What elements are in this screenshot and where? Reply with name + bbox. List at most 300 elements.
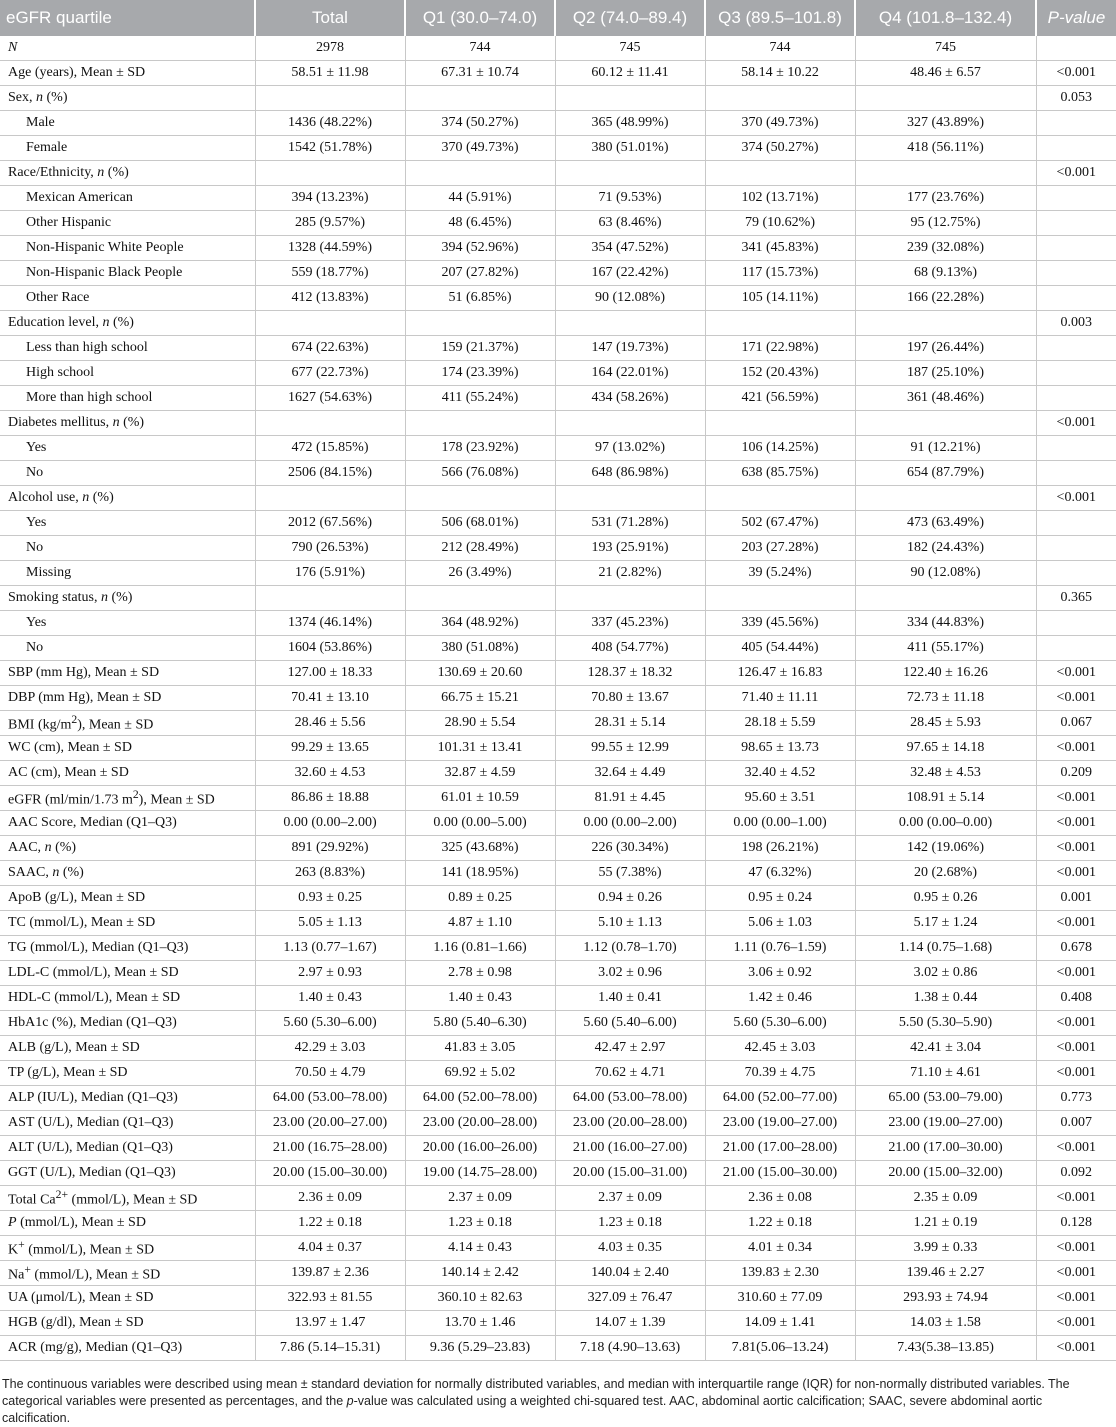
value-cell: 334 (44.83%) (855, 611, 1036, 636)
value-cell: 177 (23.76%) (855, 186, 1036, 211)
value-cell: 70.50 ± 4.79 (255, 1061, 405, 1086)
p-value-cell: <0.001 (1036, 811, 1116, 836)
value-cell: 325 (43.68%) (405, 836, 555, 861)
value-cell (255, 86, 405, 111)
value-cell: 105 (14.11%) (705, 286, 855, 311)
row-label: TG (mmol/L), Median (Q1–Q3) (0, 936, 255, 961)
value-cell: 14.07 ± 1.39 (555, 1311, 705, 1336)
table-row (0, 936, 1116, 961)
value-cell: 127.00 ± 18.33 (255, 661, 405, 686)
row-label: N (0, 36, 255, 61)
p-value-cell: <0.001 (1036, 1311, 1116, 1336)
value-cell: 23.00 (20.00–28.00) (405, 1111, 555, 1136)
value-cell (705, 86, 855, 111)
value-cell: 28.31 ± 5.14 (555, 711, 705, 736)
row-label: Race/Ethnicity, n (%) (0, 161, 255, 186)
row-label: Non-Hispanic White People (0, 236, 255, 261)
value-cell: 128.37 ± 18.32 (555, 661, 705, 686)
table-row (0, 411, 1116, 436)
value-cell: 147 (19.73%) (555, 336, 705, 361)
value-cell: 566 (76.08%) (405, 461, 555, 486)
value-cell: 745 (855, 36, 1036, 61)
value-cell: 139.83 ± 2.30 (705, 1261, 855, 1286)
p-value-cell (1036, 386, 1116, 411)
table-row (0, 661, 1116, 686)
value-cell: 32.48 ± 4.53 (855, 761, 1036, 786)
table-row (0, 1136, 1116, 1161)
value-cell: 32.64 ± 4.49 (555, 761, 705, 786)
value-cell: 374 (50.27%) (405, 111, 555, 136)
value-cell (555, 161, 705, 186)
row-label: No (0, 636, 255, 661)
table-row (0, 286, 1116, 311)
value-cell: 322.93 ± 81.55 (255, 1286, 405, 1311)
value-cell: 1627 (54.63%) (255, 386, 405, 411)
value-cell: 1.38 ± 0.44 (855, 986, 1036, 1011)
value-cell: 66.75 ± 15.21 (405, 686, 555, 711)
value-cell: 2.97 ± 0.93 (255, 961, 405, 986)
header-egfr-quartile: eGFR quartile (0, 0, 255, 36)
value-cell: 13.97 ± 1.47 (255, 1311, 405, 1336)
value-cell: 5.50 (5.30–5.90) (855, 1011, 1036, 1036)
value-cell: 193 (25.91%) (555, 536, 705, 561)
value-cell: 1.23 ± 0.18 (405, 1211, 555, 1236)
value-cell (405, 486, 555, 511)
value-cell: 285 (9.57%) (255, 211, 405, 236)
value-cell: 48 (6.45%) (405, 211, 555, 236)
p-value-cell: <0.001 (1036, 736, 1116, 761)
p-value-cell: <0.001 (1036, 1286, 1116, 1311)
value-cell: 226 (30.34%) (555, 836, 705, 861)
value-cell: 21.00 (16.00–27.00) (555, 1136, 705, 1161)
row-label: Other Hispanic (0, 211, 255, 236)
value-cell: 130.69 ± 20.60 (405, 661, 555, 686)
value-cell: 13.70 ± 1.46 (405, 1311, 555, 1336)
value-cell: 20.00 (15.00–32.00) (855, 1161, 1036, 1186)
table-row (0, 211, 1116, 236)
table-row (0, 511, 1116, 536)
value-cell: 891 (29.92%) (255, 836, 405, 861)
value-cell: 7.43(5.38–13.85) (855, 1336, 1036, 1361)
p-value-cell: <0.001 (1036, 411, 1116, 436)
value-cell: 42.45 ± 3.03 (705, 1036, 855, 1061)
value-cell: 48.46 ± 6.57 (855, 61, 1036, 86)
p-value-cell: 0.092 (1036, 1161, 1116, 1186)
value-cell: 4.87 ± 1.10 (405, 911, 555, 936)
value-cell: 2506 (84.15%) (255, 461, 405, 486)
table-row (0, 136, 1116, 161)
value-cell: 4.14 ± 0.43 (405, 1236, 555, 1261)
value-cell: 744 (705, 36, 855, 61)
value-cell: 1.40 ± 0.43 (255, 986, 405, 1011)
value-cell: 674 (22.63%) (255, 336, 405, 361)
value-cell: 4.03 ± 0.35 (555, 1236, 705, 1261)
value-cell (855, 86, 1036, 111)
value-cell: 502 (67.47%) (705, 511, 855, 536)
row-label: Diabetes mellitus, n (%) (0, 411, 255, 436)
value-cell: 28.46 ± 5.56 (255, 711, 405, 736)
row-label: AAC, n (%) (0, 836, 255, 861)
value-cell: 337 (45.23%) (555, 611, 705, 636)
value-cell: 86.86 ± 18.88 (255, 786, 405, 811)
value-cell: 1.11 (0.76–1.59) (705, 936, 855, 961)
p-value-cell: <0.001 (1036, 1336, 1116, 1361)
row-label: No (0, 461, 255, 486)
value-cell: 197 (26.44%) (855, 336, 1036, 361)
table-row (0, 461, 1116, 486)
value-cell: 394 (52.96%) (405, 236, 555, 261)
value-cell: 140.14 ± 2.42 (405, 1261, 555, 1286)
table-row (0, 186, 1116, 211)
value-cell: 472 (15.85%) (255, 436, 405, 461)
value-cell: 2.37 ± 0.09 (405, 1186, 555, 1211)
table-row (0, 636, 1116, 661)
value-cell: 5.60 (5.30–6.00) (255, 1011, 405, 1036)
value-cell: 142 (19.06%) (855, 836, 1036, 861)
value-cell: 473 (63.49%) (855, 511, 1036, 536)
value-cell (705, 411, 855, 436)
value-cell: 21.00 (16.75–28.00) (255, 1136, 405, 1161)
value-cell: 3.02 ± 0.96 (555, 961, 705, 986)
value-cell: 370 (49.73%) (705, 111, 855, 136)
value-cell: 2.37 ± 0.09 (555, 1186, 705, 1211)
p-value-cell: <0.001 (1036, 1136, 1116, 1161)
row-label: ALT (U/L), Median (Q1–Q3) (0, 1136, 255, 1161)
value-cell: 3.06 ± 0.92 (705, 961, 855, 986)
value-cell: 1328 (44.59%) (255, 236, 405, 261)
table-row (0, 561, 1116, 586)
value-cell: 91 (12.21%) (855, 436, 1036, 461)
value-cell: 0.00 (0.00–2.00) (555, 811, 705, 836)
row-label: Yes (0, 611, 255, 636)
value-cell: 7.81(5.06–13.24) (705, 1336, 855, 1361)
value-cell (255, 486, 405, 511)
table-row (0, 61, 1116, 86)
table-row (0, 911, 1116, 936)
value-cell (555, 586, 705, 611)
value-cell: 411 (55.24%) (405, 386, 555, 411)
value-cell: 70.62 ± 4.71 (555, 1061, 705, 1086)
value-cell: 81.91 ± 4.45 (555, 786, 705, 811)
value-cell: 79 (10.62%) (705, 211, 855, 236)
value-cell: 263 (8.83%) (255, 861, 405, 886)
value-cell: 99.55 ± 12.99 (555, 736, 705, 761)
value-cell: 744 (405, 36, 555, 61)
value-cell: 68 (9.13%) (855, 261, 1036, 286)
value-cell: 101.31 ± 13.41 (405, 736, 555, 761)
p-value-cell: <0.001 (1036, 486, 1116, 511)
p-value-cell: <0.001 (1036, 161, 1116, 186)
value-cell: 5.60 (5.30–6.00) (705, 1011, 855, 1036)
p-value-cell: 0.003 (1036, 311, 1116, 336)
value-cell: 339 (45.56%) (705, 611, 855, 636)
p-value-cell (1036, 536, 1116, 561)
p-value-cell (1036, 211, 1116, 236)
value-cell: 2.36 ± 0.09 (255, 1186, 405, 1211)
value-cell: 61.01 ± 10.59 (405, 786, 555, 811)
table-row (0, 836, 1116, 861)
value-cell: 1436 (48.22%) (255, 111, 405, 136)
header-q2: Q2 (74.0–89.4) (555, 0, 705, 36)
value-cell: 365 (48.99%) (555, 111, 705, 136)
p-value-cell: <0.001 (1036, 1261, 1116, 1286)
row-label: More than high school (0, 386, 255, 411)
row-label: UA (μmol/L), Mean ± SD (0, 1286, 255, 1311)
value-cell: 71 (9.53%) (555, 186, 705, 211)
value-cell (705, 311, 855, 336)
row-label: Non-Hispanic Black People (0, 261, 255, 286)
table-row (0, 1036, 1116, 1061)
value-cell: 65.00 (53.00–79.00) (855, 1086, 1036, 1111)
table-row (0, 1186, 1116, 1211)
value-cell: 1604 (53.86%) (255, 636, 405, 661)
table-row (0, 1261, 1116, 1286)
value-cell: 506 (68.01%) (405, 511, 555, 536)
value-cell: 1.40 ± 0.43 (405, 986, 555, 1011)
p-value-cell: 0.209 (1036, 761, 1116, 786)
value-cell: 152 (20.43%) (705, 361, 855, 386)
value-cell: 106 (14.25%) (705, 436, 855, 461)
value-cell: 198 (26.21%) (705, 836, 855, 861)
value-cell: 23.00 (19.00–27.00) (855, 1111, 1036, 1136)
value-cell: 21.00 (17.00–28.00) (705, 1136, 855, 1161)
row-label: Na+ (mmol/L), Mean ± SD (0, 1261, 255, 1286)
table-row (0, 1211, 1116, 1236)
value-cell: 178 (23.92%) (405, 436, 555, 461)
value-cell: 412 (13.83%) (255, 286, 405, 311)
value-cell: 5.10 ± 1.13 (555, 911, 705, 936)
row-label: ApoB (g/L), Mean ± SD (0, 886, 255, 911)
value-cell (855, 411, 1036, 436)
table-row (0, 311, 1116, 336)
value-cell: 370 (49.73%) (405, 136, 555, 161)
value-cell: 28.18 ± 5.59 (705, 711, 855, 736)
header-p-value: P-value (1036, 0, 1116, 36)
value-cell: 97 (13.02%) (555, 436, 705, 461)
value-cell: 380 (51.08%) (405, 636, 555, 661)
p-value-cell (1036, 336, 1116, 361)
value-cell: 239 (32.08%) (855, 236, 1036, 261)
value-cell: 1.13 (0.77–1.67) (255, 936, 405, 961)
value-cell (855, 161, 1036, 186)
value-cell: 7.18 (4.90–13.63) (555, 1336, 705, 1361)
value-cell: 95 (12.75%) (855, 211, 1036, 236)
value-cell: 99.29 ± 13.65 (255, 736, 405, 761)
value-cell: 63 (8.46%) (555, 211, 705, 236)
value-cell: 126.47 ± 16.83 (705, 661, 855, 686)
table-row (0, 811, 1116, 836)
p-value-cell (1036, 636, 1116, 661)
header-q3: Q3 (89.5–101.8) (705, 0, 855, 36)
value-cell: 21 (2.82%) (555, 561, 705, 586)
table-row (0, 1086, 1116, 1111)
value-cell: 364 (48.92%) (405, 611, 555, 636)
value-cell: 42.29 ± 3.03 (255, 1036, 405, 1061)
value-cell (405, 411, 555, 436)
value-cell: 20.00 (15.00–31.00) (555, 1161, 705, 1186)
table-row (0, 761, 1116, 786)
value-cell: 0.95 ± 0.26 (855, 886, 1036, 911)
value-cell: 1.42 ± 0.46 (705, 986, 855, 1011)
p-value-cell: 0.365 (1036, 586, 1116, 611)
value-cell: 174 (23.39%) (405, 361, 555, 386)
p-value-cell: 0.001 (1036, 886, 1116, 911)
p-value-cell: 0.773 (1036, 1086, 1116, 1111)
value-cell (705, 161, 855, 186)
value-cell: 41.83 ± 3.05 (405, 1036, 555, 1061)
value-cell: 67.31 ± 10.74 (405, 61, 555, 86)
p-value-cell: 0.128 (1036, 1211, 1116, 1236)
value-cell (255, 411, 405, 436)
value-cell (255, 161, 405, 186)
row-label: HDL-C (mmol/L), Mean ± SD (0, 986, 255, 1011)
value-cell: 122.40 ± 16.26 (855, 661, 1036, 686)
value-cell: 0.00 (0.00–2.00) (255, 811, 405, 836)
value-cell: 23.00 (19.00–27.00) (705, 1111, 855, 1136)
row-label: ALP (IU/L), Median (Q1–Q3) (0, 1086, 255, 1111)
row-label: Education level, n (%) (0, 311, 255, 336)
value-cell: 380 (51.01%) (555, 136, 705, 161)
value-cell: 394 (13.23%) (255, 186, 405, 211)
row-label: Smoking status, n (%) (0, 586, 255, 611)
p-value-cell (1036, 186, 1116, 211)
table-row (0, 86, 1116, 111)
value-cell (255, 311, 405, 336)
value-cell: 187 (25.10%) (855, 361, 1036, 386)
value-cell: 0.95 ± 0.24 (705, 886, 855, 911)
value-cell: 90 (12.08%) (855, 561, 1036, 586)
p-value-cell: <0.001 (1036, 1061, 1116, 1086)
table-row (0, 611, 1116, 636)
row-label: eGFR (ml/min/1.73 $m^2$), Mean ± SD (0, 786, 255, 811)
value-cell: 0.00 (0.00–1.00) (705, 811, 855, 836)
table-row (0, 261, 1116, 286)
table-row (0, 961, 1116, 986)
value-cell: 176 (5.91%) (255, 561, 405, 586)
value-cell: 90 (12.08%) (555, 286, 705, 311)
p-value-cell: 0.007 (1036, 1111, 1116, 1136)
p-value-cell (1036, 511, 1116, 536)
table-row (0, 236, 1116, 261)
value-cell: 745 (555, 36, 705, 61)
value-cell: 207 (27.82%) (405, 261, 555, 286)
table-row (0, 586, 1116, 611)
value-cell: 5.60 (5.40–6.00) (555, 1011, 705, 1036)
row-label: Male (0, 111, 255, 136)
value-cell: 1.16 (0.81–1.66) (405, 936, 555, 961)
value-cell: 654 (87.79%) (855, 461, 1036, 486)
value-cell: 4.01 ± 0.34 (705, 1236, 855, 1261)
value-cell: 47 (6.32%) (705, 861, 855, 886)
p-value-cell (1036, 111, 1116, 136)
header-q1: Q1 (30.0–74.0) (405, 0, 555, 36)
value-cell: 360.10 ± 82.63 (405, 1286, 555, 1311)
p-value-cell: <0.001 (1036, 861, 1116, 886)
value-cell: 327.09 ± 76.47 (555, 1286, 705, 1311)
p-value-cell: <0.001 (1036, 661, 1116, 686)
value-cell: 1.22 ± 0.18 (705, 1211, 855, 1236)
value-cell: 20.00 (16.00–26.00) (405, 1136, 555, 1161)
p-value-cell: <0.001 (1036, 911, 1116, 936)
value-cell: 64.00 (53.00–78.00) (255, 1086, 405, 1111)
row-label: WC (cm), Mean ± SD (0, 736, 255, 761)
table-row (0, 786, 1116, 811)
value-cell: 97.65 ± 14.18 (855, 736, 1036, 761)
value-cell: 5.06 ± 1.03 (705, 911, 855, 936)
row-label: AST (U/L), Median (Q1–Q3) (0, 1111, 255, 1136)
value-cell (705, 586, 855, 611)
table-body (0, 36, 1116, 1361)
table-row (0, 1111, 1116, 1136)
value-cell: 42.47 ± 2.97 (555, 1036, 705, 1061)
value-cell (405, 311, 555, 336)
table-row (0, 386, 1116, 411)
value-cell: 19.00 (14.75–28.00) (405, 1161, 555, 1186)
value-cell: 55 (7.38%) (555, 861, 705, 886)
value-cell (555, 86, 705, 111)
value-cell: 14.03 ± 1.58 (855, 1311, 1036, 1336)
value-cell: 182 (24.43%) (855, 536, 1036, 561)
value-cell: 2012 (67.56%) (255, 511, 405, 536)
value-cell (255, 586, 405, 611)
row-label: BMI $(kg/m^2)$, Mean ± SD (0, 711, 255, 736)
row-label: Female (0, 136, 255, 161)
row-label: DBP (mm Hg), Mean ± SD (0, 686, 255, 711)
value-cell: 23.00 (20.00–27.00) (255, 1111, 405, 1136)
row-label: ACR (mg/g), Median (Q1–Q3) (0, 1336, 255, 1361)
table-row (0, 1161, 1116, 1186)
value-cell: 32.60 ± 4.53 (255, 761, 405, 786)
p-value-cell: 0.678 (1036, 936, 1116, 961)
value-cell (705, 486, 855, 511)
row-label: AC (cm), Mean ± SD (0, 761, 255, 786)
table-row (0, 1286, 1116, 1311)
value-cell: 28.90 ± 5.54 (405, 711, 555, 736)
value-cell: 164 (22.01%) (555, 361, 705, 386)
table-row (0, 336, 1116, 361)
table-footnote: The continuous variables were described using mean ± standard deviation for normally distributed variables, and median with interquartile range (IQR) for non-normally distributed variables. The categorical variables were presented as percentages, and the p-value was calculated using a weighted chi-squared test. AAC, abdominal aortic calcification; SAAC, severe abdominal aortic calcification. (2, 1376, 1070, 1425)
value-cell: 0.89 ± 0.25 (405, 886, 555, 911)
value-cell: 1374 (46.14%) (255, 611, 405, 636)
value-cell (855, 486, 1036, 511)
table-row (0, 861, 1116, 886)
value-cell: 102 (13.71%) (705, 186, 855, 211)
table-row (0, 736, 1116, 761)
value-cell: 2.78 ± 0.98 (405, 961, 555, 986)
p-value-cell: <0.001 (1036, 836, 1116, 861)
value-cell (405, 86, 555, 111)
table-row (0, 686, 1116, 711)
value-cell: 140.04 ± 2.40 (555, 1261, 705, 1286)
value-cell: 117 (15.73%) (705, 261, 855, 286)
row-label: No (0, 536, 255, 561)
value-cell: 1.23 ± 0.18 (555, 1211, 705, 1236)
value-cell: 20.00 (15.00–30.00) (255, 1161, 405, 1186)
row-label: Yes (0, 436, 255, 461)
row-label: Total $Ca^{2+}$ (mmol/L), Mean ± SD (0, 1186, 255, 1211)
value-cell: 4.04 ± 0.37 (255, 1236, 405, 1261)
table-row (0, 111, 1116, 136)
value-cell: 5.17 ± 1.24 (855, 911, 1036, 936)
value-cell: 70.41 ± 13.10 (255, 686, 405, 711)
header-q4: Q4 (101.8–132.4) (855, 0, 1036, 36)
value-cell: 421 (56.59%) (705, 386, 855, 411)
value-cell: 790 (26.53%) (255, 536, 405, 561)
value-cell: 1.12 (0.78–1.70) (555, 936, 705, 961)
value-cell: 361 (48.46%) (855, 386, 1036, 411)
table-row (0, 486, 1116, 511)
value-cell: 677 (22.73%) (255, 361, 405, 386)
